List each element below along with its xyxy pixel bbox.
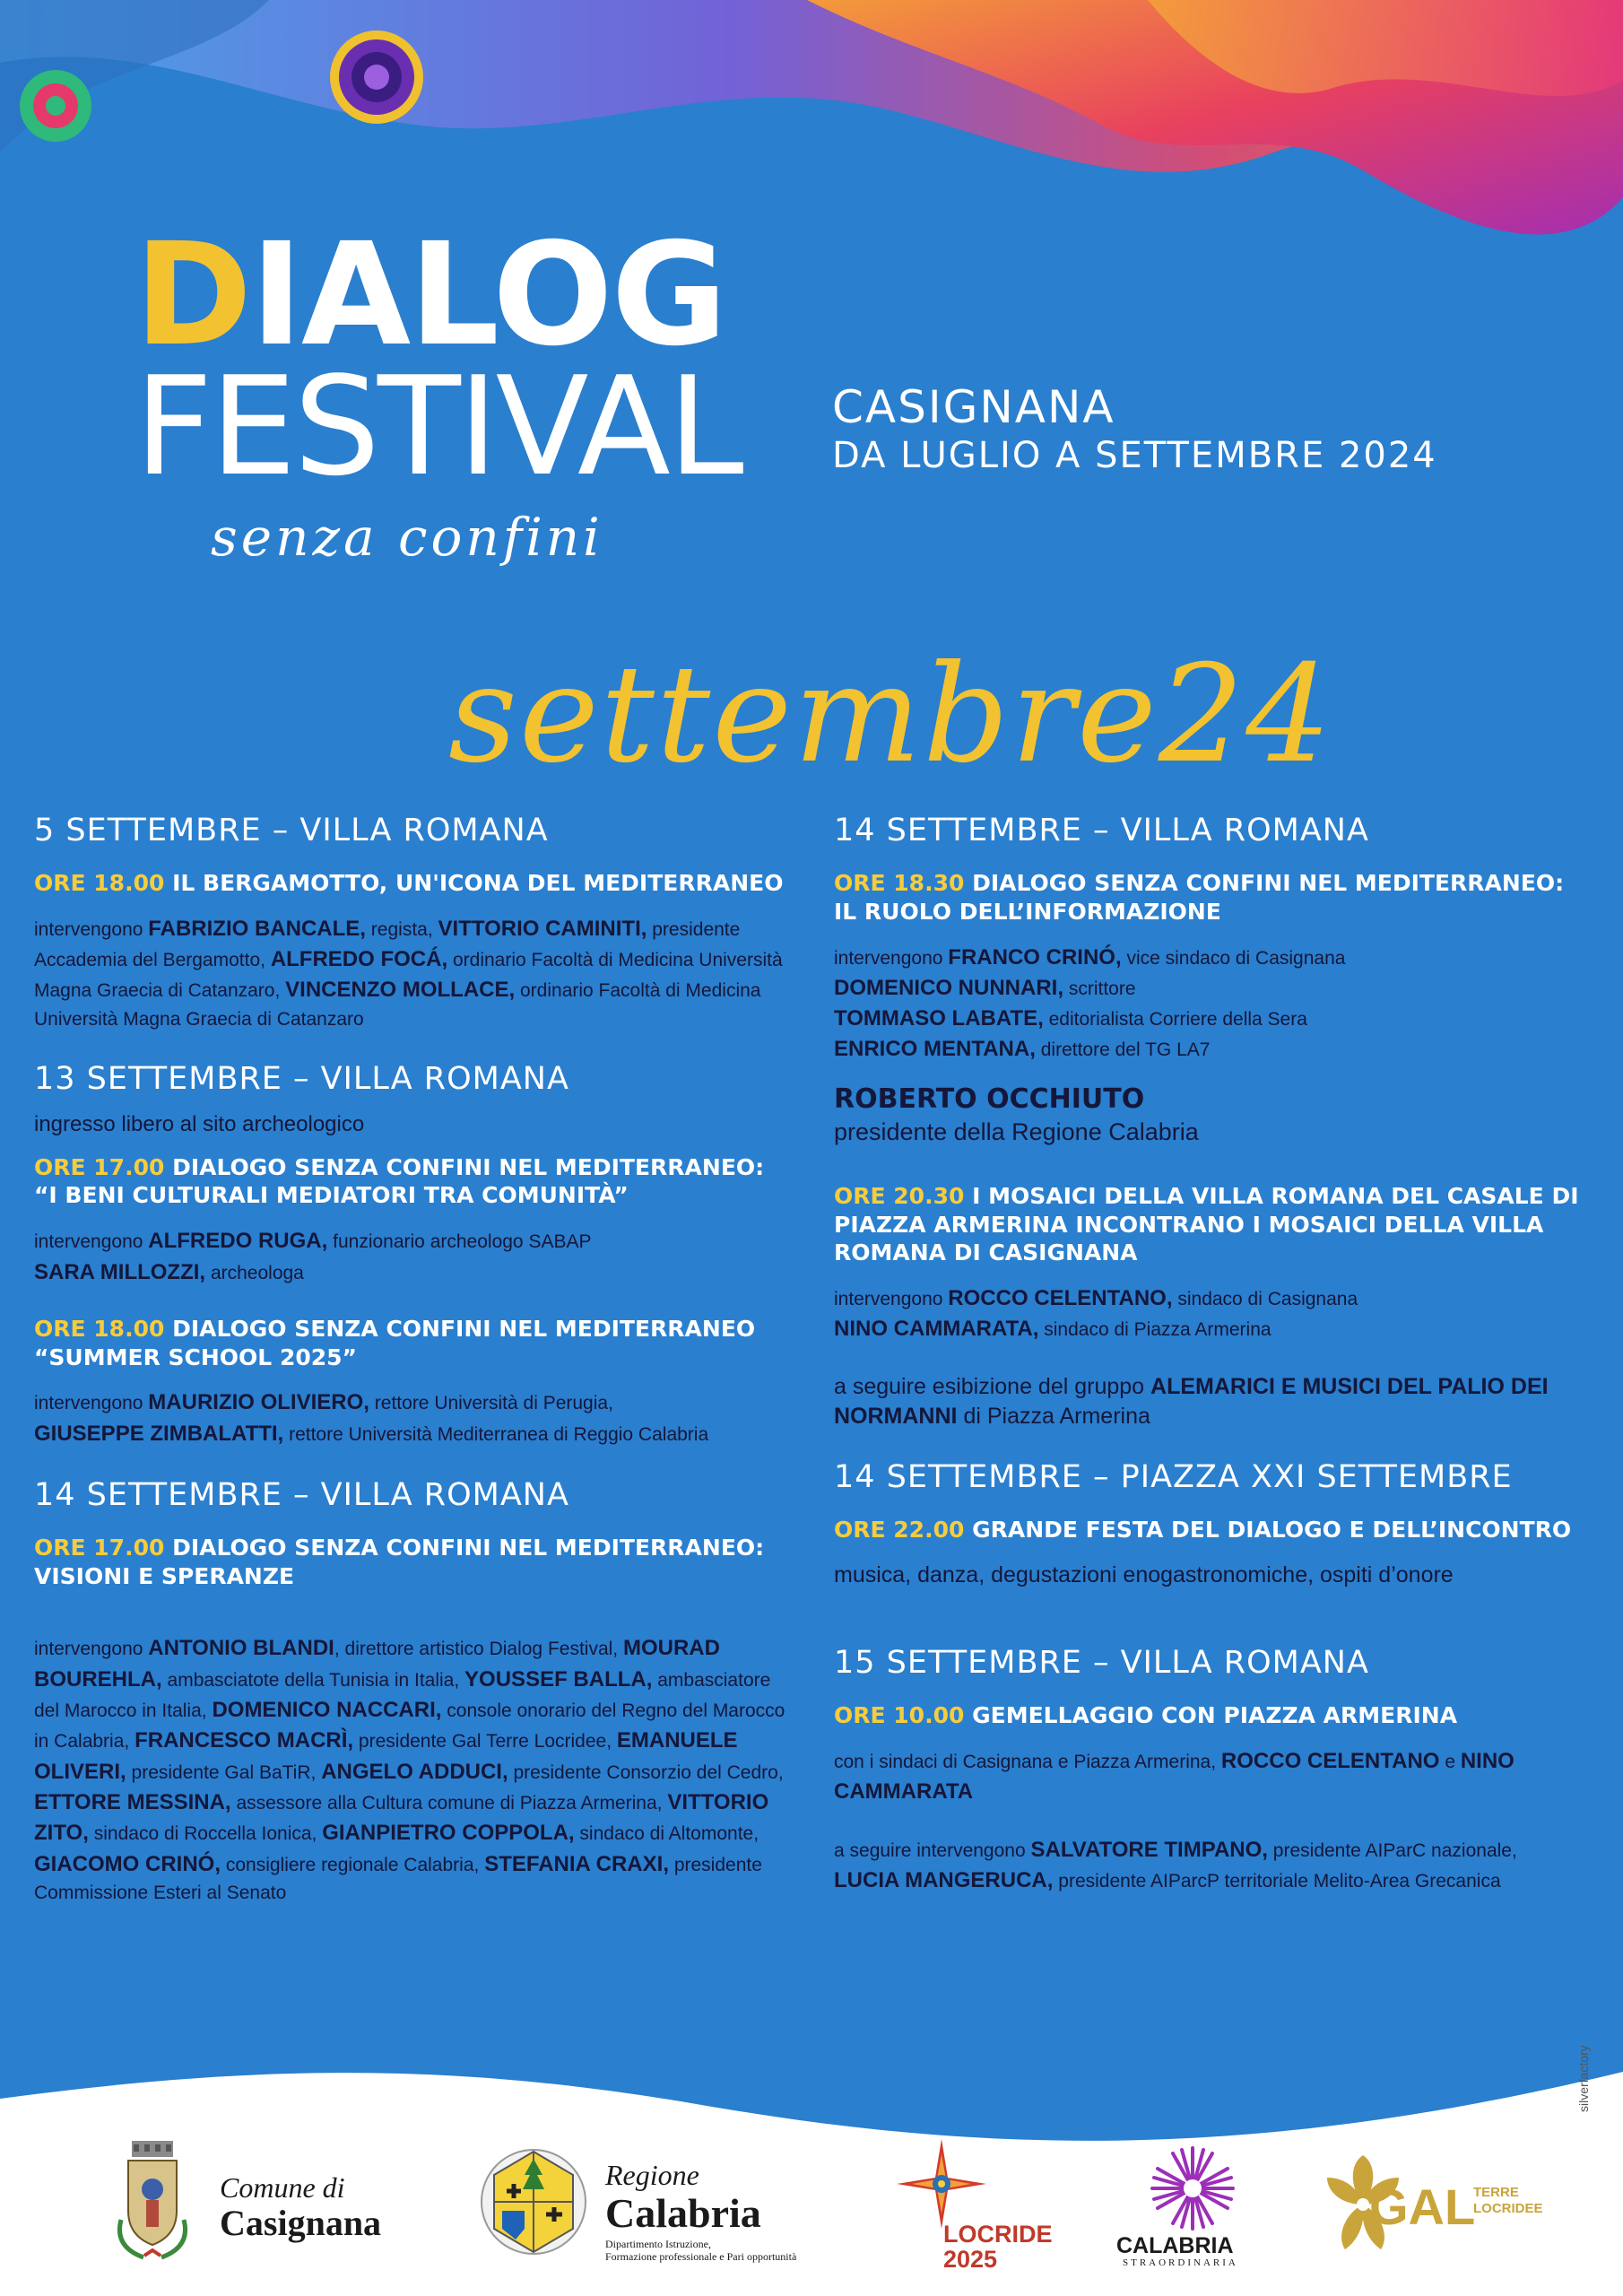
speaker-name: SARA MILLOZZI, [34, 1259, 206, 1284]
speaker-name: ENRICO MENTANA, [834, 1037, 1036, 1062]
speakers-intro: intervengono [834, 947, 943, 969]
performance-note [834, 1372, 1587, 1432]
speaker-name: GIACOMO CRINÓ, [34, 1851, 221, 1876]
speaker-role: presidente AIParC nazionale, [1272, 1839, 1517, 1861]
event-description: musica, danza, degustazioni enogastronomiche, ospiti d’onore [834, 1561, 1454, 1587]
regione-department-2: Formazione professionale e Pari opportunità [605, 2250, 797, 2263]
speakers-intro: intervengono [34, 918, 143, 940]
speaker-name: ANGELO ADDUCI, [321, 1759, 508, 1784]
gal-sub-2: LOCRIDEE [1473, 2201, 1543, 2216]
speaker-name: TOMMASO LABATE, [834, 1006, 1044, 1031]
header-city: CASIGNANA [832, 381, 1115, 433]
event-title [34, 1315, 792, 1372]
regione-department: Dipartimento Istruzione, [605, 2238, 711, 2250]
performance-intro: a seguire esibizione del gruppo [834, 1373, 1145, 1399]
comune-name: Casignana [220, 2203, 382, 2243]
speaker-role: scrittore [1068, 978, 1136, 999]
speaker-name: ROCCO CELENTANO, [948, 1286, 1173, 1310]
calabria-sub: STRAORDINARIA [1123, 2257, 1238, 2268]
speaker-role: presidente Accademia del Bergamotto, [34, 918, 741, 971]
logo-festival: FESTIVAL [135, 347, 742, 506]
speaker-role: editorialista Corriere della Sera [1048, 1009, 1307, 1031]
gal-label: GAL [1369, 2179, 1476, 2235]
section-heading: 13 SETTEMBRE – VILLA ROMANA [34, 1060, 569, 1097]
speaker-role: rettore Università di Perugia, [374, 1393, 613, 1414]
speaker-list [34, 914, 792, 1033]
logo-dialog-rest: IALOG [250, 213, 726, 378]
event-title [34, 869, 792, 898]
speakers-intro: intervengono [34, 1393, 143, 1414]
section-heading: 14 SETTEMBRE – VILLA ROMANA [34, 1476, 569, 1513]
speaker-role: presidente Consorzio del Cedro, [513, 1761, 784, 1783]
speaker-role: assessore alla Cultura comune di Piazza Armerina, [236, 1793, 663, 1814]
speaker-name: ALFREDO FOCÁ, [270, 947, 448, 972]
event-title [834, 1182, 1587, 1267]
event-title [834, 869, 1587, 926]
speaker-role: funzionario archeologo SABAP [333, 1231, 592, 1253]
event-name: DIALOGO SENZA CONFINI NEL MEDITERRANEO: IL RUOLO DELL’INFORMAZIONE [834, 870, 1565, 925]
event-time: ORE 17.00 [34, 1153, 165, 1180]
speaker-role: presidente Gal BaTiR, [131, 1761, 317, 1783]
speaker-list [834, 943, 1587, 1065]
event-time: ORE 17.00 [34, 1534, 165, 1561]
speaker-role: presidente Gal Terre Locridee, [358, 1731, 612, 1752]
coat-of-arms-icon [112, 2139, 193, 2265]
header-dates: DA LUGLIO A SETTEMBRE 2024 [832, 435, 1437, 476]
comune-label: Comune di [220, 2171, 345, 2204]
section-heading: 14 SETTEMBRE – PIAZZA XXI SETTEMBRE [834, 1459, 1513, 1496]
speaker-role: ordinario Facoltà di Medicina Università Magna Graecia di Catanzaro [34, 980, 761, 1030]
performance-place: di Piazza Armerina [963, 1403, 1150, 1429]
section-note: ingresso libero al sito archeologico [34, 1111, 365, 1136]
compass-star-icon [892, 2135, 991, 2233]
speaker-name: GIUSEPPE ZIMBALATTI, [34, 1421, 284, 1446]
regione-shield-icon [480, 2139, 587, 2265]
speaker-role: direttore del TG LA7 [1040, 1039, 1211, 1061]
speaker-name: ANTONIO BLANDI [148, 1636, 334, 1661]
event-title [834, 1701, 1587, 1730]
locride-year: 2025 [943, 2246, 998, 2273]
logo-letter-d: D [135, 213, 251, 378]
speaker-list [34, 1387, 792, 1449]
event-time: ORE 22.00 [834, 1517, 965, 1544]
event-time: ORE 20.30 [834, 1182, 965, 1209]
speakers-intro: intervengono [834, 1289, 943, 1309]
event-time: ORE 18.30 [834, 870, 965, 896]
speaker-role: regista, [370, 918, 433, 940]
speaker-name: DOMENICO NACCARI, [212, 1698, 442, 1723]
speaker-name: YOUSSEF BALLA, [464, 1666, 653, 1692]
program-right-column [834, 812, 1587, 1923]
speaker-name: LUCIA MANGERUCA, [834, 1867, 1054, 1892]
speaker-name: MAURIZIO OLIVIERO, [148, 1390, 369, 1415]
speaker-name: VITTORIO CAMINITI, [438, 916, 647, 941]
event-time: ORE 18.00 [34, 1315, 165, 1342]
speaker-role: presidente AIParcP territoriale Melito-Area Grecanica [1058, 1870, 1501, 1892]
section-heading: 5 SETTEMBRE – VILLA ROMANA [34, 813, 549, 848]
gal-terre-locridee-logo [1323, 2151, 1547, 2267]
speakers-intro: con i sindaci di Casignana e Piazza Armerina, [834, 1751, 1217, 1772]
section-heading: 15 SETTEMBRE – VILLA ROMANA [834, 1645, 1369, 1682]
speaker-role: presidente Commissione Esteri al Senato [34, 1854, 762, 1903]
speakers-intro: intervengono [34, 1231, 143, 1253]
event-title [34, 1534, 792, 1591]
calabria-straordinaria-logo [1112, 2144, 1273, 2269]
speaker-name: GIANPIETRO COPPOLA, [322, 1821, 575, 1846]
keynote-role: presidente della Regione Calabria [834, 1118, 1199, 1145]
speaker-name: SALVATORE TIMPANO, [1030, 1837, 1268, 1862]
event-name: IL BERGAMOTTO, UN'ICONA DEL MEDITERRANEO [172, 870, 784, 896]
event-title [34, 1153, 792, 1211]
performance-group: ALEMARICI E MUSICI DEL PALIO DEI NORMANNI [834, 1373, 1549, 1429]
speakers-intro: a seguire intervengono [834, 1839, 1026, 1861]
section-heading: 14 SETTEMBRE – VILLA ROMANA [834, 813, 1369, 848]
speaker-role: consigliere regionale Calabria, [225, 1854, 480, 1875]
speaker-role: sindaco di Piazza Armerina [1044, 1319, 1271, 1341]
credit-text: silverfactory [1576, 2045, 1591, 2112]
speaker-role: sindaco di Casignana [1177, 1289, 1358, 1309]
sunburst-flower-icon [1148, 2144, 1237, 2233]
speaker-name: FRANCESCO MACRÌ, [135, 1728, 354, 1753]
speaker-role: sindaco di Roccella Ionica, [93, 1823, 317, 1845]
speaker-name: EMANUELE OLIVERI, [34, 1728, 738, 1784]
speaker-role: console onorario del Regno del Marocco in Calabria, [34, 1700, 785, 1752]
locride-label: LOCRIDE [943, 2221, 1053, 2248]
speaker-role: , direttore artistico Dialog Festival, [334, 1639, 619, 1660]
event-name: DIALOGO SENZA CONFINI NEL MEDITERRANEO “SUMMER SCHOOL 2025” [34, 1315, 756, 1370]
speaker-role: vice sindaco di Casignana [1126, 947, 1346, 969]
speaker-list [834, 1746, 1587, 1808]
speaker-name: VINCENZO MOLLACE, [285, 978, 516, 1003]
regione-label: Regione [605, 2159, 699, 2191]
speaker-role: rettore Università Mediterranea di Reggio Calabria [289, 1423, 709, 1445]
speaker-list [834, 1283, 1587, 1345]
speaker-name: ALFREDO RUGA, [148, 1229, 328, 1254]
program-left-column [34, 812, 792, 1934]
event-name: GRANDE FESTA DEL DIALOGO E DELL’INCONTRO [972, 1517, 1572, 1544]
speaker-name: VITTORIO ZITO, [34, 1790, 769, 1846]
speaker-list [34, 1633, 792, 1907]
event-name: DIALOGO SENZA CONFINI NEL MEDITERRANEO: “I BENI CULTURALI MEDIATORI TRA COMUNITÀ” [34, 1153, 765, 1209]
speaker-name: FABRIZIO BANCALE, [148, 916, 366, 941]
speaker-role: archeologa [210, 1262, 304, 1283]
speaker-role: ambasciatore del Marocco in Italia, [34, 1669, 771, 1722]
event-time: ORE 18.00 [34, 870, 165, 896]
speaker-name: DOMENICO NUNNARI, [834, 975, 1063, 1000]
speaker-name: ROCCO CELENTANO [1220, 1748, 1440, 1773]
logo-dialog [135, 213, 726, 378]
speaker-name: FRANCO CRINÓ, [948, 944, 1122, 970]
event-name: GEMELLAGGIO CON PIAZZA ARMERINA [972, 1702, 1458, 1729]
event-title [834, 1516, 1587, 1544]
speaker-name: STEFANIA CRAXI, [484, 1851, 669, 1876]
month-title: settembre24 [448, 637, 1333, 793]
speaker-name: ETTORE MESSINA, [34, 1790, 231, 1815]
speaker-role: ambasciatote della Tunisia in Italia, [167, 1669, 460, 1691]
regione-calabria-logo [480, 2139, 838, 2269]
speaker-role: ordinario Facoltà di Medicina Università Magna Graecia di Catanzaro, [34, 950, 783, 1002]
regione-name: Calabria [605, 2190, 761, 2236]
keynote-name: ROBERTO OCCHIUTO [834, 1083, 1145, 1115]
speakers-intro: intervengono [34, 1639, 143, 1660]
logo-tagline: senza confini [211, 507, 603, 568]
speaker-role: e [1445, 1751, 1455, 1772]
speaker-list [834, 1835, 1587, 1897]
speaker-name: MOURAD BOUREHLA, [34, 1636, 720, 1692]
event-name: I MOSAICI DELLA VILLA ROMANA DEL CASALE DI PIAZZA ARMERINA INCONTRANO I MOSAICI DELLA VILLA ROMANA DI CASIGNANA [834, 1182, 1579, 1266]
speaker-role: sindaco di Altomonte, [579, 1823, 759, 1845]
locride-2025-logo [883, 2135, 1081, 2273]
speaker-list [34, 1226, 792, 1288]
gal-sub-1: TERRE [1473, 2185, 1519, 2200]
speaker-name: NINO CAMMARATA, [834, 1317, 1039, 1342]
comune-casignana-logo [112, 2139, 417, 2265]
speaker-name: NINO CAMMARATA [834, 1748, 1515, 1805]
event-name: DIALOGO SENZA CONFINI NEL MEDITERRANEO: VISIONI E SPERANZE [34, 1534, 765, 1589]
calabria-label: CALABRIA [1116, 2233, 1234, 2258]
event-time: ORE 10.00 [834, 1702, 965, 1729]
keynote-speaker [834, 1083, 1587, 1146]
